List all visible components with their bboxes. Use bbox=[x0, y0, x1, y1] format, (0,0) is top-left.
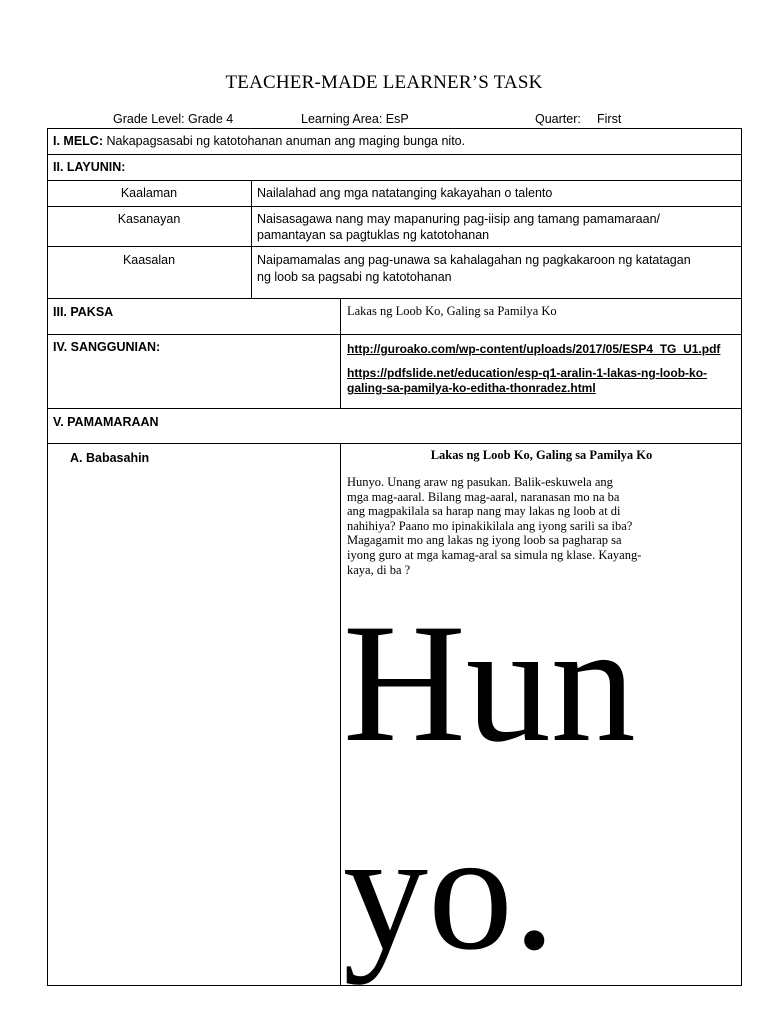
kasanayan-text-line1: Naisasagawa nang may mapanuring pag-iisip ang tamang pamamaraan/ bbox=[257, 212, 661, 226]
melc-text: Nakapagsasabi ng katotohanan anuman ang maging bunga nito. bbox=[106, 134, 466, 148]
kaasalan-label: Kaasalan bbox=[122, 253, 176, 267]
grade-level: Grade Level: Grade 4 bbox=[113, 112, 234, 126]
reference-link-2-line2[interactable]: galing-sa-pamilya-ko-editha-thonradez.html bbox=[347, 381, 596, 395]
melc-row bbox=[53, 134, 465, 148]
quarter-value: First bbox=[597, 112, 622, 126]
kaalaman-label: Kaalaman bbox=[120, 186, 178, 200]
paksa-text: Lakas ng Loob Ko, Galing sa Pamilya Ko bbox=[347, 304, 557, 318]
sanggunian-label: IV. SANGGUNIAN: bbox=[53, 340, 161, 354]
kasanayan-label: Kasanayan bbox=[117, 212, 181, 226]
kaalaman-text: Nailalahad ang mga natatanging kakayahan o talento bbox=[257, 186, 553, 200]
kaasalan-text-line1: Naipamamalas ang pag-unawa sa kahalagahan ng pagkakaroon ng katatagan bbox=[257, 253, 691, 267]
story-line: kaya, di ba ? bbox=[347, 562, 411, 577]
big-text-line2: yo. bbox=[343, 797, 556, 985]
reference-link-1[interactable]: http://guroako.com/wp-content/uploads/2017/05/ESP4_TG_U1.pdf bbox=[347, 342, 721, 356]
reference-link-2-line1[interactable]: https://pdfslide.net/education/esp-q1-aralin-1-lakas-ng-loob-ko- bbox=[347, 366, 708, 380]
story-line: nahihiya? Paano mo ipinakikilala ang iyong sarili sa iba? bbox=[347, 518, 633, 533]
story-line: Magagamit mo ang lakas ng iyong loob sa pagharap sa bbox=[347, 533, 622, 548]
story-text bbox=[347, 475, 677, 577]
story-line: iyong guro at mga kamag-aral sa simula ng klase. Kayang- bbox=[347, 547, 642, 562]
kaasalan-text-line2: ng loob sa pagsabi ng katotohanan bbox=[257, 270, 452, 284]
paksa-label: III. PAKSA bbox=[53, 305, 114, 319]
kasanayan-text-line2: pamantayan sa pagtuklas ng katotohanan bbox=[257, 228, 490, 242]
story-line: Hunyo. Unang araw ng pasukan. Balik-eskuwela ang bbox=[347, 475, 613, 489]
learning-area: Learning Area: EsP bbox=[301, 112, 409, 126]
story-line: mga mag-aaral. Bilang mag-aaral, naranasan mo na ba bbox=[347, 489, 620, 504]
story-line: ang magpakilala sa harap nang may lakas ng loob at di bbox=[347, 504, 621, 519]
layunin-label: II. LAYUNIN: bbox=[53, 160, 126, 174]
pamamaraan-label: V. PAMAMARAAN bbox=[53, 415, 159, 429]
story-title: Lakas ng Loob Ko, Galing sa Pamilya Ko bbox=[430, 448, 653, 462]
melc-label: I. MELC: bbox=[53, 134, 103, 148]
big-text-line1: Hun bbox=[343, 589, 636, 777]
document-title: TEACHER-MADE LEARNER’S TASK bbox=[225, 72, 543, 93]
quarter-label: Quarter: bbox=[535, 112, 581, 126]
babasahin-label: A. Babasahin bbox=[70, 451, 150, 465]
